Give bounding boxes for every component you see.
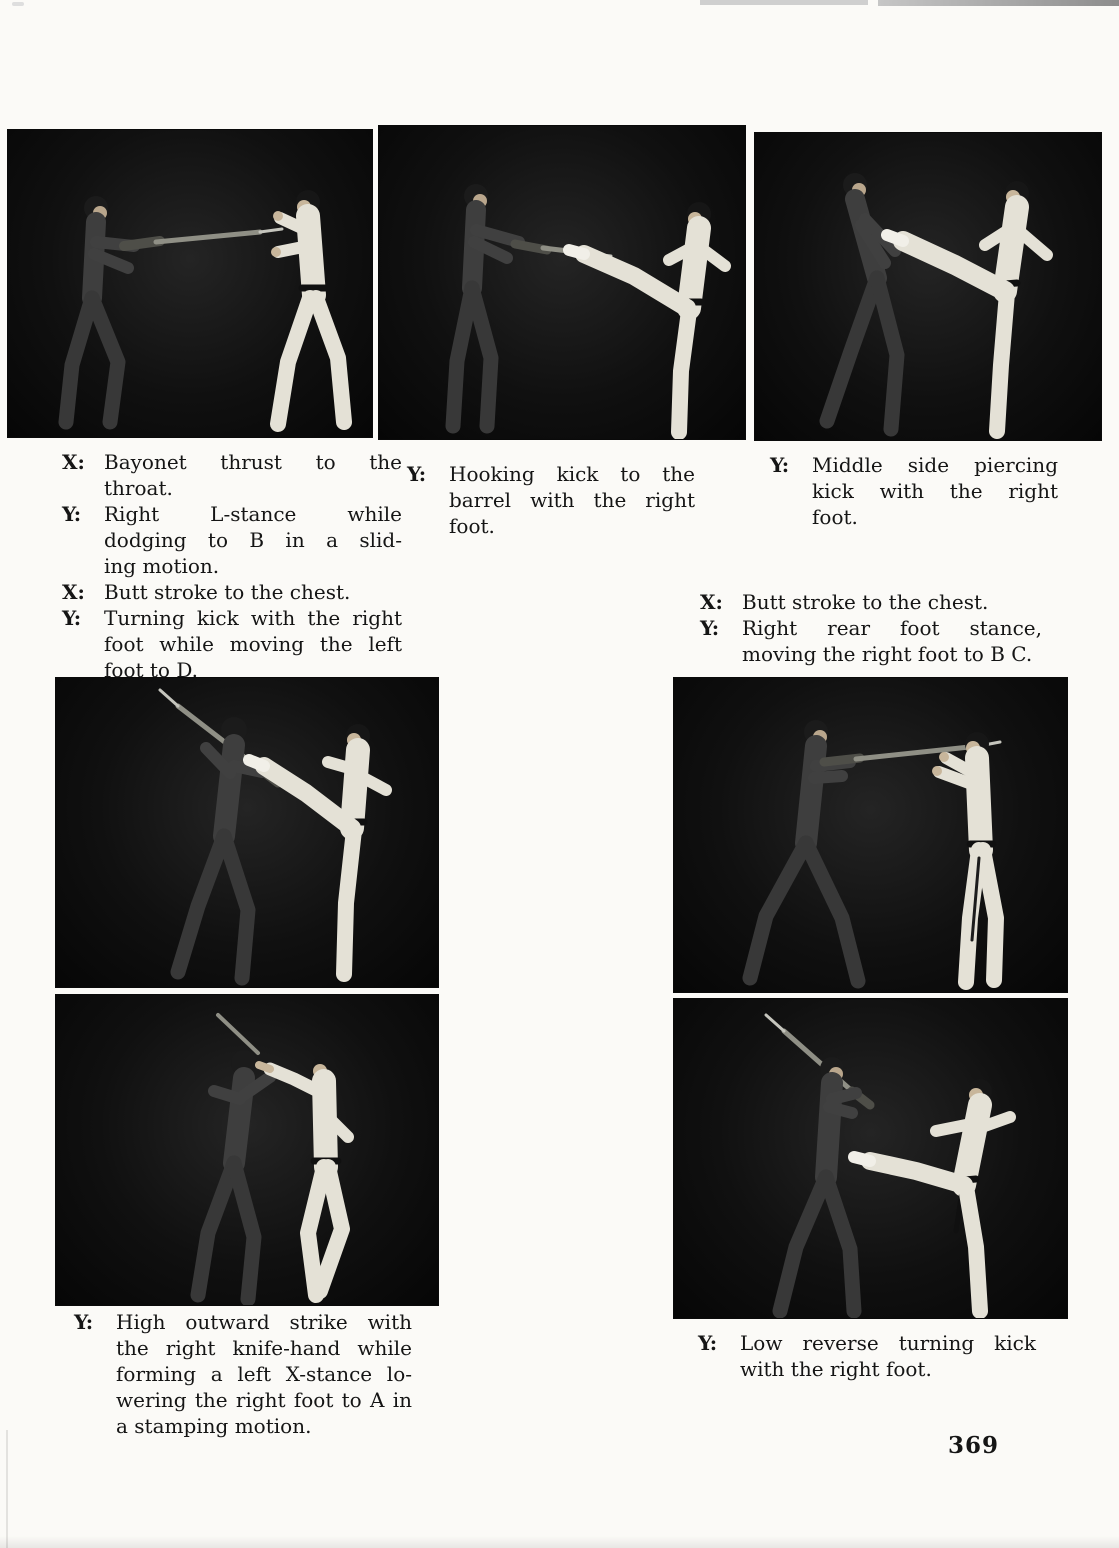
caption-speaker-label: Y:	[770, 453, 790, 477]
caption-line: ing motion.	[104, 554, 220, 578]
caption-line: a stamping motion.	[116, 1414, 312, 1438]
caption-entry	[770, 452, 1058, 530]
rifle	[124, 229, 282, 246]
caption-text	[449, 461, 695, 539]
caption-text	[740, 1330, 1036, 1382]
caption-speaker-label: Y:	[700, 616, 720, 640]
caption-entry	[62, 605, 402, 683]
caption-line: barrel with the right	[449, 488, 695, 512]
caption-line: kick with the right	[812, 479, 1058, 503]
caption-entry	[407, 461, 695, 539]
caption-text	[812, 452, 1058, 530]
caption-line: with the right foot.	[740, 1357, 932, 1381]
defender-figure	[271, 190, 344, 424]
caption-speaker-label: X:	[62, 580, 85, 604]
caption-text	[742, 589, 1042, 615]
soldier-figure	[453, 184, 519, 426]
caption-block-bayonet-thrust	[62, 449, 402, 683]
caption-speaker-label: X:	[62, 450, 85, 474]
photo-hooking-kick-art	[379, 126, 745, 439]
photo-side-piercing-kick-art	[755, 133, 1101, 440]
caption-text	[104, 579, 402, 605]
caption-line: Right L-stance while	[104, 502, 402, 526]
rifle	[218, 1015, 258, 1053]
soldier-figure	[66, 196, 134, 422]
soldier-figure	[198, 1050, 270, 1299]
photo-turning-kick	[56, 678, 438, 987]
photo-turning-kick-art	[56, 678, 438, 987]
photo-knife-hand-strike	[56, 995, 438, 1305]
caption-line: Hooking kick to the	[449, 462, 695, 486]
defender-figure	[569, 202, 725, 432]
soldier-figure	[827, 173, 897, 429]
caption-line: Right rear foot stance,	[742, 616, 1042, 640]
caption-block-reverse-turning-kick	[698, 1330, 1036, 1382]
defender-figure	[249, 724, 386, 974]
caption-line: Low reverse turning kick	[740, 1331, 1036, 1355]
photo-bayonet-thrust	[8, 130, 372, 437]
caption-line: Middle side piercing	[812, 453, 1058, 477]
caption-text	[104, 501, 402, 579]
photo-rear-foot-stance	[674, 678, 1067, 992]
caption-line: throat.	[104, 476, 173, 500]
caption-speaker-label: Y:	[407, 462, 427, 486]
caption-text	[104, 449, 402, 501]
caption-line: forming a left X-stance lo-	[116, 1362, 412, 1386]
photo-bayonet-thrust-art	[8, 130, 372, 437]
defender-figure	[887, 181, 1047, 431]
caption-text	[742, 615, 1042, 667]
caption-entry	[62, 501, 402, 579]
caption-block-knife-hand-strike	[74, 1309, 412, 1439]
caption-line: Turning kick with the right	[104, 606, 402, 630]
caption-line: Butt stroke to the chest.	[742, 590, 989, 614]
caption-line: the right knife-hand while	[116, 1336, 412, 1360]
soldier-figure	[780, 1057, 856, 1311]
photo-reverse-turning-kick	[674, 999, 1067, 1318]
caption-speaker-label: Y:	[62, 502, 82, 526]
caption-line: foot.	[449, 514, 495, 538]
caption-block-hooking-kick	[407, 461, 695, 539]
caption-speaker-label: X:	[700, 590, 723, 614]
photo-rear-foot-stance-art	[674, 678, 1067, 992]
scan-artifact-bottom-edge	[0, 1536, 1119, 1548]
caption-line: moving the right foot to B C.	[742, 642, 1033, 666]
caption-speaker-label: Y:	[62, 606, 82, 630]
page-number: 369	[948, 1432, 1000, 1459]
caption-entry	[62, 579, 402, 605]
caption-speaker-label: Y:	[698, 1331, 718, 1355]
caption-line: foot while moving the left	[104, 632, 402, 656]
caption-speaker-label: Y:	[74, 1310, 94, 1334]
caption-entry	[700, 615, 1042, 667]
caption-line: Butt stroke to the chest.	[104, 580, 351, 604]
photo-side-piercing-kick	[755, 133, 1101, 440]
defender-figure	[854, 1079, 1010, 1311]
defender-figure	[259, 1055, 348, 1295]
caption-entry	[74, 1309, 412, 1439]
caption-text	[116, 1309, 412, 1439]
scan-artifact-top-bar-dark	[878, 0, 1119, 6]
photo-hooking-kick	[379, 126, 745, 439]
defender-figure	[932, 732, 996, 982]
caption-line: foot.	[812, 505, 858, 529]
caption-entry	[698, 1330, 1036, 1382]
scan-artifact-left-edge	[6, 1430, 8, 1548]
photo-knife-hand-strike-art	[56, 995, 438, 1305]
caption-block-side-piercing-kick	[770, 452, 1058, 530]
caption-block-rear-foot-stance	[700, 589, 1042, 667]
caption-line: dodging to B in a slid-	[104, 528, 402, 552]
caption-entry	[62, 449, 402, 501]
scan-artifact-top-bar-light	[700, 0, 868, 5]
caption-line: foot to D.	[104, 658, 198, 682]
scan-artifact-top-left	[12, 2, 24, 6]
caption-entry	[700, 589, 1042, 615]
photo-reverse-turning-kick-art	[674, 999, 1067, 1318]
caption-text	[104, 605, 402, 683]
caption-line: High outward strike with	[116, 1310, 412, 1334]
caption-line: Bayonet thrust to the	[104, 450, 402, 474]
caption-line: wering the right foot to A in	[116, 1388, 412, 1412]
